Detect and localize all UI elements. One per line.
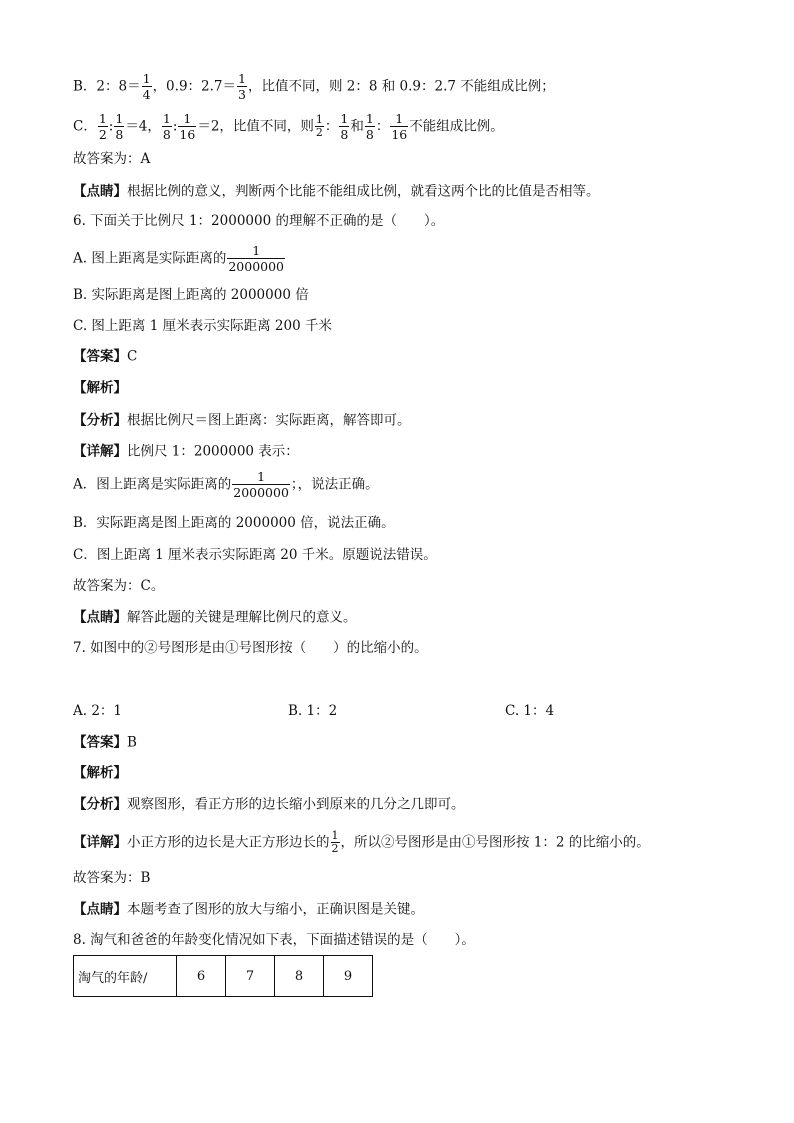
fraction <box>315 114 324 139</box>
question-8: 8. 淘气和爸爸的年龄变化情况如下表，下面描述错误的是（ ）。 <box>73 932 475 948</box>
denominator: 2000000 <box>233 485 289 500</box>
numerator: 1 <box>331 829 339 842</box>
text: ，0.9：2.7＝ <box>152 78 237 95</box>
numerator: 1 <box>395 111 404 126</box>
answer-value: B <box>127 734 137 751</box>
fraction <box>331 830 340 855</box>
option-c-explanation <box>73 111 504 142</box>
text: 不能组成比例。 <box>409 118 504 135</box>
note-text: 解答此题的关键是理解比例尺的意义。 <box>127 609 357 626</box>
detail-c: C．图上距离 1 厘米表示实际距离 20 千米。原题说法错误。 <box>73 547 437 563</box>
text: ： <box>324 118 339 135</box>
denominator: 16 <box>179 127 196 142</box>
table-header-cell: 淘气的年龄/ <box>74 956 177 997</box>
fraction <box>114 111 124 142</box>
fraction <box>227 243 285 274</box>
numerator: 1 <box>257 469 266 484</box>
analysis-text: 根据比例尺＝图上距离：实际距离，解答即可。 <box>127 412 411 429</box>
answer-tag: 【答案】 <box>73 348 127 365</box>
text: ＝4， <box>125 118 161 135</box>
numerator: 1 <box>365 111 374 126</box>
denominator: 8 <box>162 127 171 142</box>
fraction <box>232 469 290 500</box>
numerator: 1 <box>340 111 349 126</box>
table-cell: 7 <box>226 956 275 997</box>
denominator: 3 <box>238 87 246 102</box>
fraction <box>390 111 408 142</box>
fraction <box>142 71 152 102</box>
note-tag: 【点睛】 <box>73 183 127 200</box>
denominator: 2 <box>98 127 107 142</box>
fraction <box>162 111 172 142</box>
answer-tag: 【答案】 <box>73 734 127 751</box>
analysis-line <box>73 411 411 430</box>
answer-value: C <box>127 348 138 365</box>
question-6-option-a <box>73 243 286 274</box>
denominator: 8 <box>340 127 349 142</box>
numerator: 1 <box>142 71 151 86</box>
table-cell: 8 <box>275 956 324 997</box>
question-6-option-b: B. 实际距离是图上距离的 2000000 倍 <box>73 287 309 303</box>
note-tag: 【点睛】 <box>73 901 127 918</box>
detail-tag: 【详解】 <box>73 834 127 851</box>
denominator: 16 <box>391 127 408 142</box>
note-text: 根据比例的意义，判断两个比能不能组成比例，就看这两个比的比值是否相等。 <box>127 183 600 200</box>
analysis-text: 观察图形，看正方形的边长缩小到原来的几分之几即可。 <box>127 796 465 813</box>
table-cell: 9 <box>324 956 373 997</box>
question-6: 6. 下面关于比例尺 1：2000000 的理解不正确的是（ ）。 <box>73 213 445 229</box>
fraction <box>365 111 375 142</box>
numerator: 1 <box>98 111 107 126</box>
answer-line: 故答案为：C。 <box>73 578 165 594</box>
table-cell: 6 <box>177 956 226 997</box>
detail-line <box>73 442 299 461</box>
numerator: 1 <box>238 71 246 86</box>
numerator: 1 <box>183 111 192 126</box>
detail-line <box>73 830 650 855</box>
text: ，比值不同，则 2：8 和 0.9：2.7 不能组成比例； <box>247 78 555 95</box>
fraction <box>178 111 196 142</box>
text: A．图上距离是实际距离的 <box>73 476 232 493</box>
note-line <box>73 182 600 201</box>
answer-6 <box>73 347 137 366</box>
numerator: 1 <box>315 113 323 126</box>
question-7: 7. 如图中的②号图形是由①号图形按（ ）的比缩小的。 <box>73 640 428 656</box>
fraction <box>237 71 247 102</box>
note-line <box>73 900 424 919</box>
analysis-heading: 【解析】 <box>73 765 127 781</box>
numerator: 1 <box>162 111 171 126</box>
detail-a <box>73 469 379 500</box>
text: ＝2，比值不同，则 <box>197 118 314 135</box>
note-text: 本题考查了图形的放大与缩小，正确识图是关键。 <box>127 901 424 918</box>
numerator: 1 <box>115 111 124 126</box>
detail-text: ，所以②号图形是由①号图形按 1：2 的比缩小的。 <box>340 834 650 851</box>
denominator: 4 <box>142 87 151 102</box>
denominator: 2 <box>315 126 323 139</box>
analysis-heading: 【解析】 <box>73 380 127 396</box>
answer-line: 故答案为：A <box>73 151 151 167</box>
question-7-option-b: B. 1：2 <box>288 703 338 719</box>
denominator: 2000000 <box>228 259 285 274</box>
answer-line: 故答案为：B <box>73 870 151 886</box>
question-6-option-c: C. 图上距离 1 厘米表示实际距离 200 千米 <box>73 318 332 334</box>
fraction <box>339 111 349 142</box>
question-7-option-c: C. 1：4 <box>505 703 555 719</box>
option-b-explanation <box>73 71 555 102</box>
denominator: 8 <box>115 127 124 142</box>
text: B．2：8＝ <box>73 78 141 95</box>
note-tag: 【点睛】 <box>73 609 127 626</box>
detail-text: 小正方形的边长是大正方形边长的 <box>127 834 330 851</box>
answer-7 <box>73 733 137 752</box>
detail-b: B．实际距离是图上距离的 2000000 倍，说法正确。 <box>73 515 395 531</box>
text: : <box>172 118 178 135</box>
text: 和 <box>350 118 364 135</box>
analysis-tag: 【分析】 <box>73 412 127 429</box>
question-7-option-a: A. 2：1 <box>73 703 123 719</box>
denominator: 2 <box>331 842 339 855</box>
text: ；，说法正确。 <box>290 476 379 493</box>
numerator: 1 <box>252 243 261 258</box>
analysis-tag: 【分析】 <box>73 796 127 813</box>
text: : <box>108 118 114 135</box>
denominator: 8 <box>365 127 374 142</box>
text: A. 图上距离是实际距离的 <box>73 250 227 267</box>
note-line <box>73 608 357 627</box>
fraction <box>98 111 108 142</box>
table-row <box>74 956 373 997</box>
text: ： <box>375 118 390 135</box>
detail-tag: 【详解】 <box>73 443 127 460</box>
text: C． <box>73 118 97 135</box>
analysis-line <box>73 795 465 814</box>
age-table <box>73 955 373 997</box>
detail-text: 比例尺 1：2000000 表示： <box>127 443 299 460</box>
